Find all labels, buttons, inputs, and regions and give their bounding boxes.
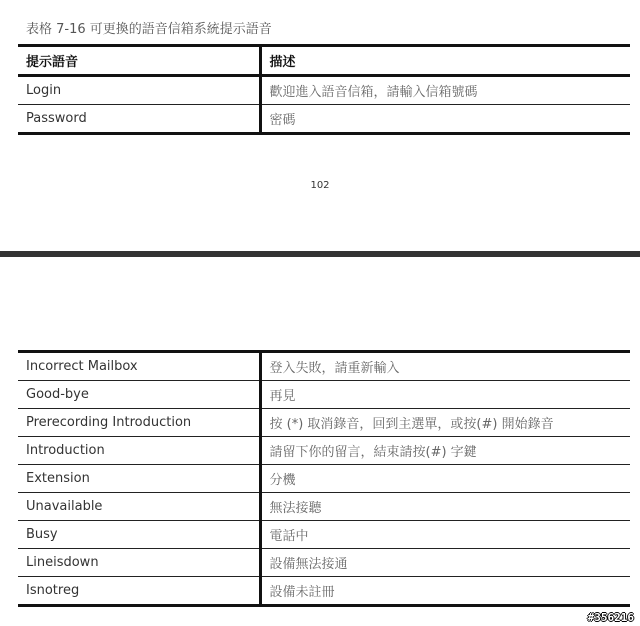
prompt-cell: Password bbox=[18, 105, 260, 134]
prompt-table-part2 bbox=[18, 350, 630, 607]
description-cell: 無法接聽 bbox=[260, 493, 630, 521]
description-cell: 再見 bbox=[260, 381, 630, 409]
prompt-cell: Lineisdown bbox=[18, 549, 260, 577]
image-id-watermark: #356216 bbox=[587, 611, 634, 624]
description-cell: 登入失敗，請重新輸入 bbox=[260, 352, 630, 381]
table-header-row bbox=[18, 46, 630, 76]
table-caption: 表格 7-16 可更換的語音信箱系統提示語音 bbox=[26, 22, 272, 37]
prompt-cell: Login bbox=[18, 76, 260, 105]
prompt-cell: Unavailable bbox=[18, 493, 260, 521]
prompt-cell: Extension bbox=[18, 465, 260, 493]
header-prompt: 提示語音 bbox=[18, 46, 260, 76]
table-row bbox=[18, 465, 630, 493]
table-row bbox=[18, 105, 630, 134]
prompt-cell: Busy bbox=[18, 521, 260, 549]
description-cell: 分機 bbox=[260, 465, 630, 493]
description-cell: 按 (*) 取消錄音，回到主選單，或按(#) 開始錄音 bbox=[260, 409, 630, 437]
table-row bbox=[18, 577, 630, 606]
prompt-table-part1 bbox=[18, 44, 630, 135]
prompt-cell: Isnotreg bbox=[18, 577, 260, 606]
prompt-cell: Good-bye bbox=[18, 381, 260, 409]
prompt-cell: Incorrect Mailbox bbox=[18, 352, 260, 381]
table-row bbox=[18, 437, 630, 465]
table-row bbox=[18, 76, 630, 105]
description-cell: 電話中 bbox=[260, 521, 630, 549]
table-row bbox=[18, 493, 630, 521]
table-row bbox=[18, 549, 630, 577]
description-cell: 請留下你的留言，結束請按(#) 字鍵 bbox=[260, 437, 630, 465]
description-cell: 密碼 bbox=[260, 105, 630, 134]
page-number: 102 bbox=[310, 180, 330, 191]
table-row bbox=[18, 381, 630, 409]
description-cell: 設備未註冊 bbox=[260, 577, 630, 606]
prompt-cell: Prerecording Introduction bbox=[18, 409, 260, 437]
table-row bbox=[18, 521, 630, 549]
table-row bbox=[18, 409, 630, 437]
page-divider bbox=[0, 251, 640, 257]
description-cell: 歡迎進入語音信箱，請輸入信箱號碼 bbox=[260, 76, 630, 105]
table-row bbox=[18, 352, 630, 381]
description-cell: 設備無法接通 bbox=[260, 549, 630, 577]
prompt-cell: Introduction bbox=[18, 437, 260, 465]
header-description: 描述 bbox=[260, 46, 630, 76]
